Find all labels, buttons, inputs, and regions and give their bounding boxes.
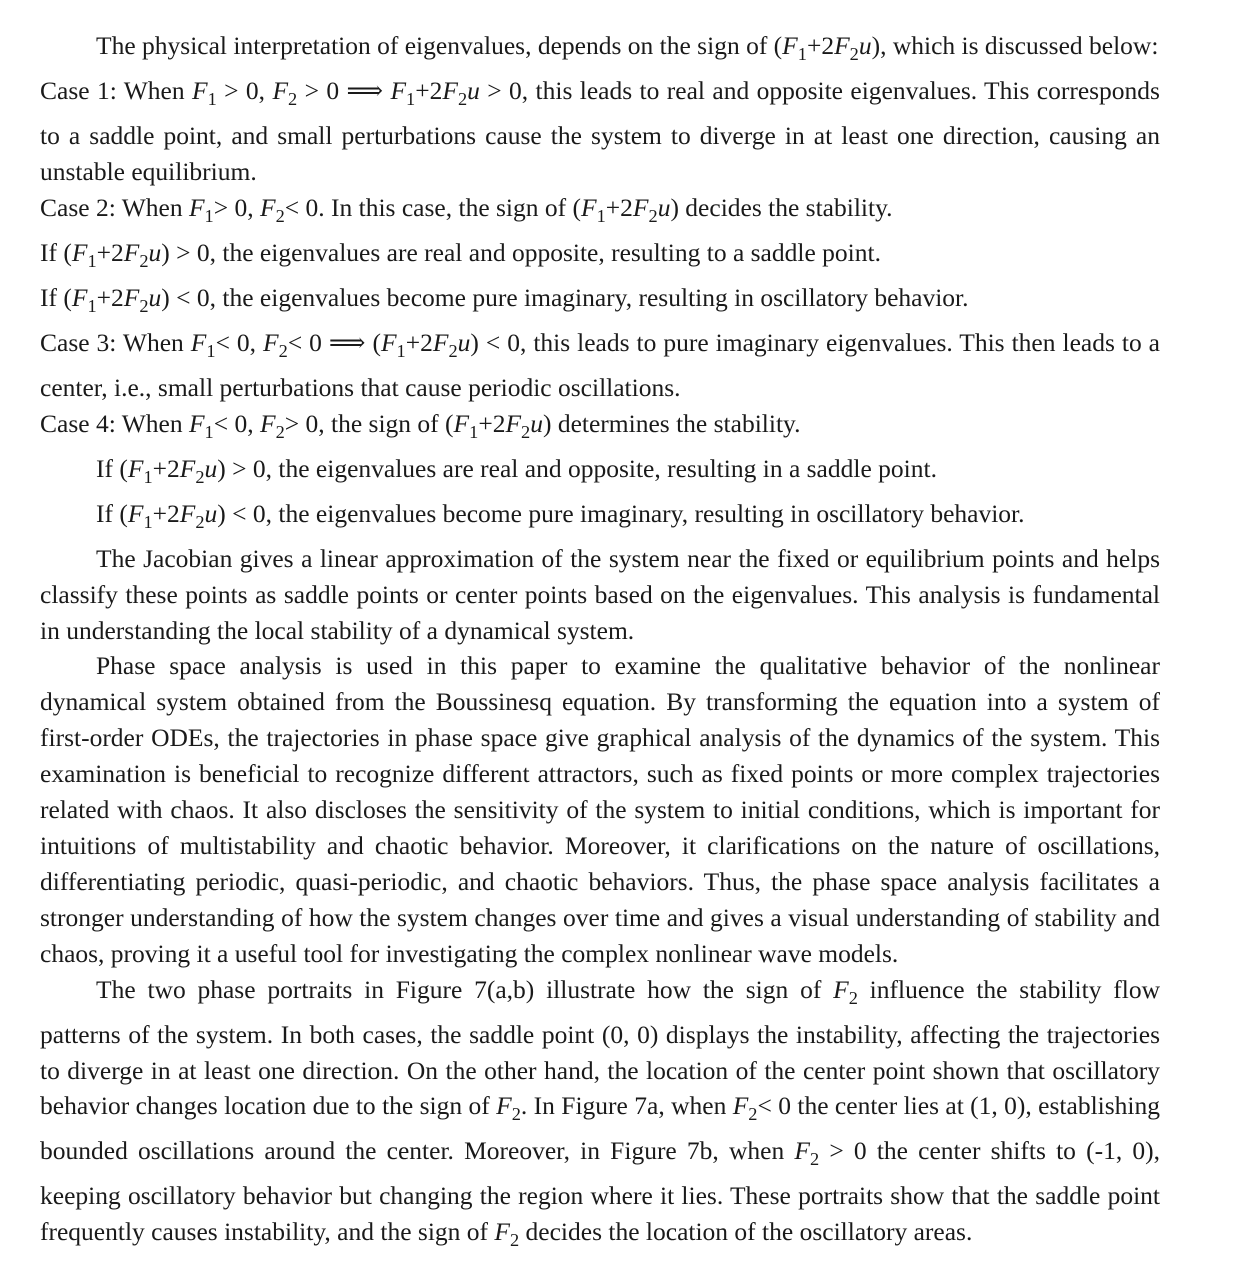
math-subscript: 2 (849, 44, 859, 65)
text-run: ) decides the stability. (670, 192, 893, 222)
math-subscript: 2 (809, 1149, 820, 1170)
text-run: The Jacobian gives a linear approximation of the system near the fixed or equilibrium points and helps classify these points as saddle points or center points based on the eigenvalues. This analysis is fundamental in understanding the local stability of a dynamical system. (40, 543, 1160, 645)
text-run: Case 1: When (40, 76, 192, 105)
text-run: ) > 0, the eigenvalues are real and opposite, resulting to a saddle point. (161, 237, 881, 267)
paragraph-case-3 (40, 325, 1160, 406)
paragraph-case-2-pos (40, 235, 1160, 280)
math-subscript: 1 (204, 421, 214, 442)
text-run: < 0, (215, 327, 264, 357)
text-run: ) > 0, the eigenvalues are real and opposite, resulting in a saddle point. (217, 453, 937, 483)
math-subscript: 1 (396, 340, 406, 361)
math-variable: F (390, 76, 407, 105)
text-run: > 0 the center shifts to (-1, 0), keeping oscillatory behavior but changing the region where it lies. These portraits show that the saddle point frequently causes instability, and the sign of (40, 1136, 1160, 1247)
text-run: If ( (40, 282, 72, 312)
math-subscript: 1 (596, 205, 606, 226)
math-subscript: 1 (206, 340, 216, 361)
math-variable: F (453, 408, 470, 438)
math-subscript: 1 (204, 205, 214, 226)
paragraph-phase-space (40, 648, 1160, 971)
math-variable: F (127, 453, 144, 483)
math-variable: F (188, 408, 205, 438)
text-run: +2 (96, 282, 124, 312)
text-run: +2 (806, 31, 835, 60)
math-subscript: 2 (748, 1104, 758, 1125)
math-variable: F (179, 453, 196, 483)
math-variable: F (260, 192, 276, 222)
math-subscript: 2 (848, 987, 858, 1008)
text-run: +2 (415, 76, 443, 105)
math-variable: F (123, 282, 140, 312)
math-subscript: 2 (195, 511, 205, 532)
math-subscript: 2 (139, 295, 149, 316)
paragraph-case-1 (40, 73, 1160, 190)
math-subscript: 2 (457, 89, 468, 110)
text-run: < 0. In this case, the sign of ( (284, 192, 582, 222)
text-run: If ( (96, 498, 128, 528)
math-subscript: 1 (406, 89, 416, 110)
math-variable: u (467, 76, 480, 105)
math-variable: F (494, 1217, 510, 1247)
text-run: +2 (405, 327, 433, 357)
math-variable: u (148, 282, 162, 312)
math-subscript: 1 (207, 89, 217, 110)
text-run: > 0, (213, 192, 260, 222)
math-subscript: 1 (469, 421, 479, 442)
math-subscript: 2 (511, 1104, 521, 1125)
text-run: +2 (96, 237, 124, 267)
math-variable: F (380, 327, 397, 357)
math-subscript: 2 (275, 421, 285, 442)
math-variable: F (272, 76, 289, 105)
page-body (40, 28, 1160, 1259)
text-run: Case 3: When (40, 327, 191, 357)
text-run: < 0, (213, 408, 260, 438)
text-run: > 0, this leads to real and opposite eigenvalues. This corresponds to a saddle point, and small perturbations cause the system to diverge in at least one direction, causing an unstable equilibrium. (40, 76, 1160, 186)
math-variable: F (432, 327, 449, 357)
text-run: decides the location of the oscillatory areas. (519, 1217, 973, 1247)
math-variable: u (204, 453, 218, 483)
math-variable: F (260, 408, 276, 438)
math-variable: F (190, 327, 207, 357)
text-run: > 0, the sign of ( (284, 408, 454, 438)
math-variable: F (581, 192, 597, 222)
math-variable: F (632, 192, 649, 222)
text-run: The physical interpretation of eigenvalues, depends on the sign of ( (96, 31, 783, 60)
math-variable: F (123, 237, 140, 267)
paragraph-case-2-neg (40, 280, 1160, 325)
text-run: +2 (152, 453, 180, 483)
math-subscript: 2 (278, 340, 288, 361)
text-run: ) < 0, the eigenvalues become pure imaginary, resulting in oscillatory behavior. (161, 282, 969, 312)
text-run: Phase space analysis is used in this paper to examine the qualitative behavior of the nonlinear dynamical system obtained from the Boussinesq equation. By transforming the equation into a system of first-order ODEs, the trajectories in phase space give graphical analysis of the dynamics of the system. This examination is beneficial to recognize different attractors, such as fixed points or more complex trajectories related with chaos. It also discloses the sensitivity of the system to initial conditions, which is important for intuitions of multistability and chaotic behavior. Moreover, it clarifications on the nature of oscillations, differentiating periodic, quasi-periodic, and chaotic behaviors. Thus, the phase space analysis facilitates a stronger understanding of how the system changes over time and gives a visual understanding of stability and chaos, proving it a useful tool for investigating the complex nonlinear wave models. (40, 651, 1160, 968)
math-variable: F (192, 76, 208, 105)
math-variable: F (179, 498, 196, 528)
paragraph-case-2 (40, 190, 1160, 235)
math-subscript: 1 (797, 44, 807, 65)
paragraph-case-4-neg (40, 496, 1160, 541)
paragraph-case-4-pos (40, 451, 1160, 496)
math-variable: u (858, 31, 872, 60)
text-run: > 0, (216, 76, 273, 105)
math-subscript: 2 (448, 340, 458, 361)
math-variable: F (496, 1091, 512, 1121)
math-variable: F (794, 1136, 810, 1166)
math-subscript: 2 (509, 1230, 520, 1251)
text-run: +2 (478, 408, 506, 438)
text-run: If ( (40, 237, 72, 267)
paragraph-intro (40, 28, 1160, 73)
math-variable: u (657, 192, 671, 222)
text-run: ) determines the stability. (542, 408, 801, 438)
text-run: < 0 ⟹ ( (287, 327, 381, 357)
text-run: +2 (605, 192, 633, 222)
math-variable: u (530, 408, 543, 438)
math-variable: F (834, 31, 850, 60)
math-variable: u (148, 237, 162, 267)
paragraph-jacobian (40, 541, 1160, 649)
math-variable: u (457, 327, 471, 357)
math-subscript: 2 (195, 466, 205, 487)
math-subscript: 1 (87, 295, 97, 316)
math-subscript: 1 (143, 511, 153, 532)
math-subscript: 2 (275, 205, 285, 226)
math-variable: F (782, 31, 798, 60)
math-subscript: 1 (143, 466, 153, 487)
math-subscript: 2 (288, 89, 298, 110)
math-subscript: 1 (87, 250, 97, 271)
text-run: Case 2: When (40, 192, 189, 222)
math-variable: F (188, 192, 205, 222)
text-run: . In Figure 7a, when (520, 1091, 733, 1121)
text-run: < 0 the center lies at (1, 0), establishing bounded oscillations around the center. Moreover, in Figure 7b, when (40, 1091, 1161, 1166)
text-run: +2 (152, 498, 180, 528)
math-variable: F (71, 237, 88, 267)
math-variable: F (71, 282, 88, 312)
math-variable: F (442, 76, 458, 105)
math-variable: F (732, 1091, 749, 1121)
math-variable: F (263, 327, 279, 357)
text-run: If ( (96, 453, 128, 483)
text-run: ) < 0, this leads to pure imaginary eigenvalues. This then leads to a center, i.e., small perturbations that cause periodic oscillations. (40, 327, 1160, 402)
text-run: ) < 0, the eigenvalues become pure imaginary, resulting in oscillatory behavior. (217, 498, 1025, 528)
math-subscript: 2 (139, 250, 149, 271)
text-run: > 0 ⟹ (297, 76, 391, 105)
math-subscript: 2 (521, 421, 531, 442)
math-variable: u (204, 498, 218, 528)
math-subscript: 2 (648, 205, 658, 226)
math-variable: F (127, 498, 144, 528)
text-run: Case 4: When (40, 408, 189, 438)
text-run: The two phase portraits in Figure 7(a,b) illustrate how the sign of (96, 974, 834, 1004)
paragraph-figure-7 (40, 972, 1160, 1260)
text-run: influence the stability flow patterns of the system. In both cases, the saddle point (0, 0) displays the instability, affecting the trajectories to diverge in at least one direction. On the other hand, the location of the center point shown that oscillatory behavior changes location due to the sign of (40, 974, 1160, 1121)
text-run: ), which is discussed below: (871, 31, 1159, 60)
paragraph-case-4 (40, 406, 1160, 451)
math-variable: F (833, 974, 849, 1004)
math-variable: F (505, 408, 522, 438)
